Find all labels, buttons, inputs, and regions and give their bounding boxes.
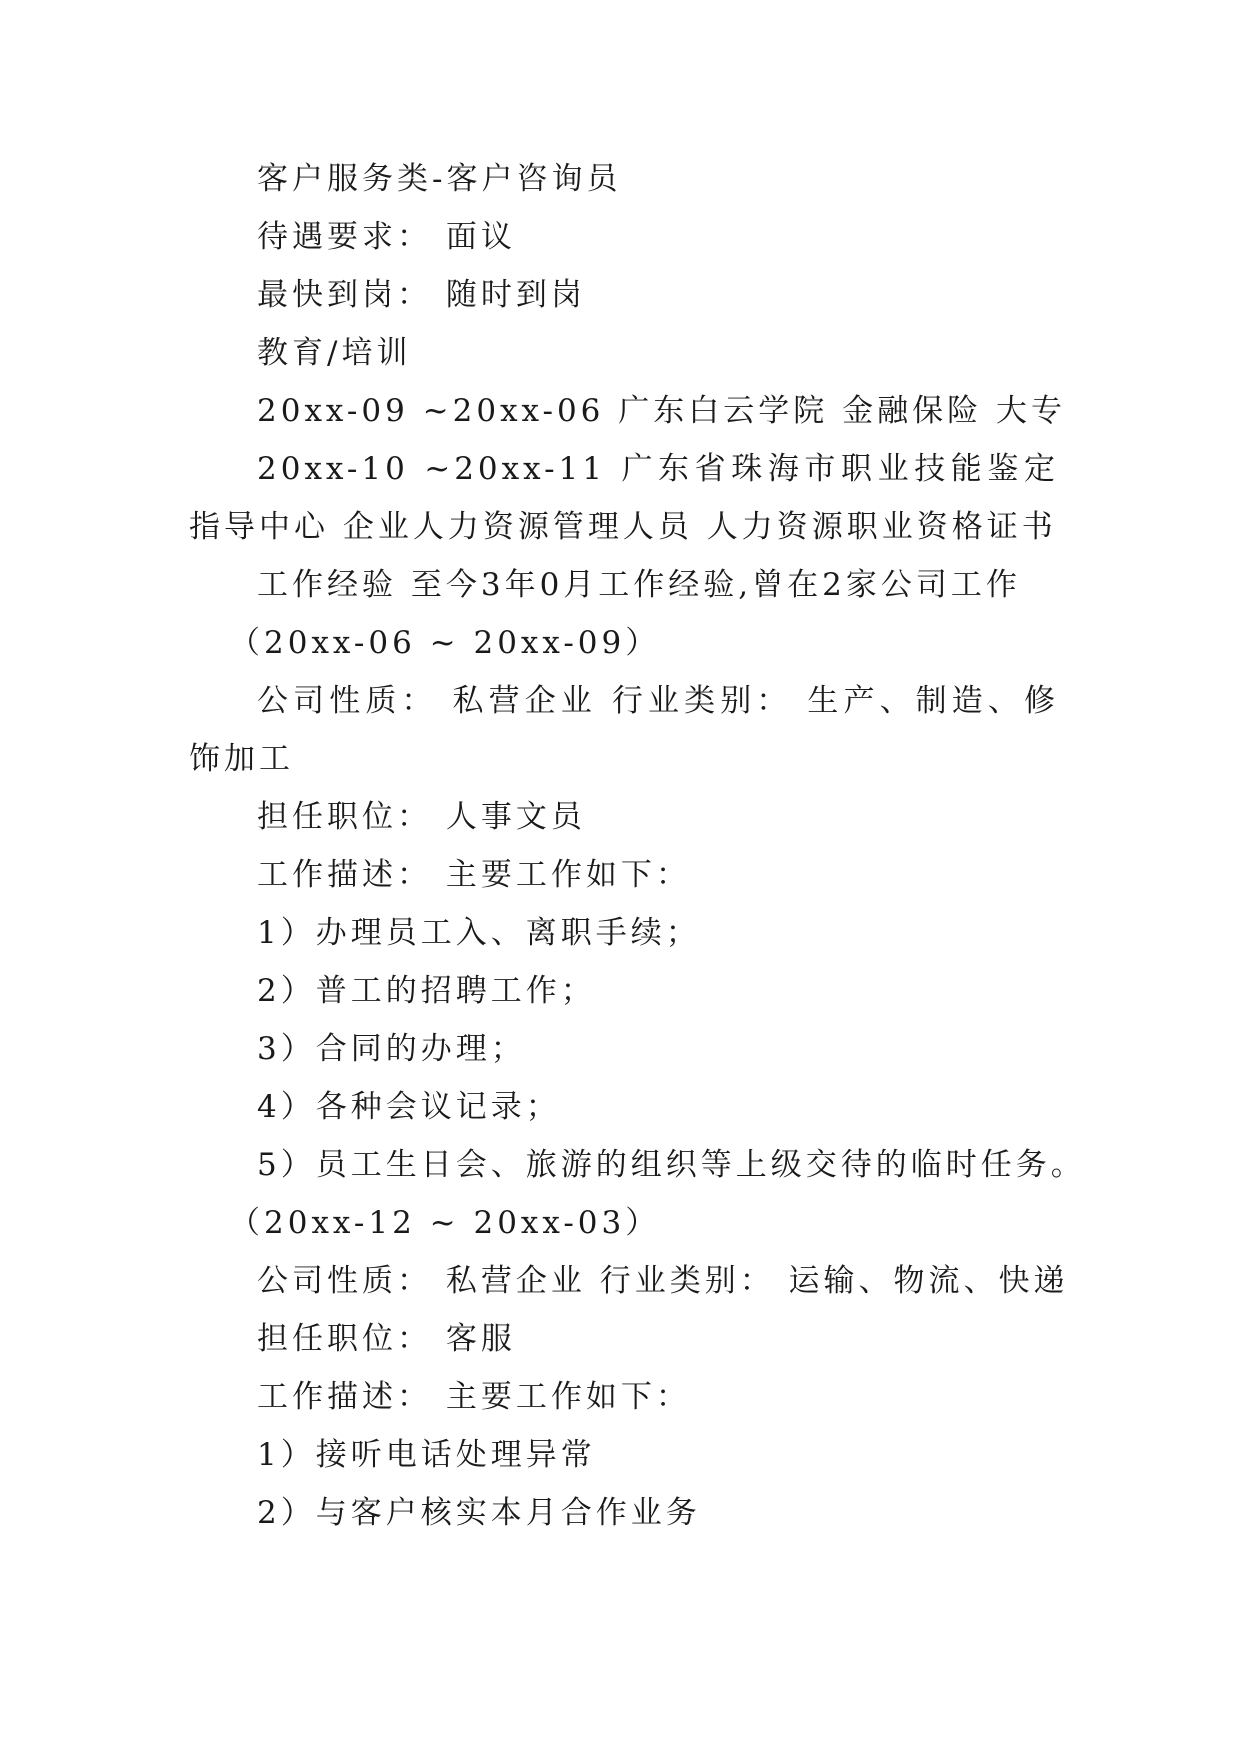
education-entry: 20xx-10 ~20xx-11 广东省珠海市职业技能鉴定指导中心 企业人力资源管理人员 人力资源职业资格证书 [189, 451, 1059, 545]
job-duty: 1）办理员工入、离职手续； [257, 915, 701, 951]
education-entry: 20xx-09 ~20xx-06 广东白云学院 金融保险 大专 [257, 393, 1066, 429]
job-duty: 1）接听电话处理异常 [257, 1437, 596, 1473]
job-title: 担任职位： 客服 [257, 1321, 516, 1357]
job-duty: 5）员工生日会、旅游的组织等上级交待的临时任务。 [257, 1147, 1086, 1183]
job-company-info: 公司性质： 私营企业 行业类别： 生产、制造、修饰加工 [189, 683, 1059, 777]
availability: 最快到岗： 随时到岗 [257, 277, 586, 313]
experience-summary: 工作经验 至今3年0月工作经验,曾在2家公司工作 [257, 567, 1021, 603]
job-title: 担任职位： 人事文员 [257, 799, 586, 835]
job-period: （20xx-06 ~ 20xx-09） [229, 625, 661, 661]
job-duty: 2）与客户核实本月合作业务 [257, 1495, 701, 1531]
job-description-heading: 工作描述： 主要工作如下： [257, 1379, 691, 1415]
job-duty: 4）各种会议记录； [257, 1089, 561, 1125]
job-company-info: 公司性质： 私营企业 行业类别： 运输、物流、快递 [257, 1263, 1069, 1299]
position-line: 客户服务类-客户咨询员 [257, 161, 622, 197]
job-duty: 3）合同的办理； [257, 1031, 526, 1067]
document-page [189, 150, 1086, 1542]
education-heading: 教育/培训 [257, 335, 412, 371]
job-description-heading: 工作描述： 主要工作如下： [257, 857, 691, 893]
job-period: （20xx-12 ~ 20xx-03） [229, 1205, 661, 1241]
salary-requirement: 待遇要求： 面议 [257, 219, 516, 255]
job-duty: 2）普工的招聘工作； [257, 973, 596, 1009]
